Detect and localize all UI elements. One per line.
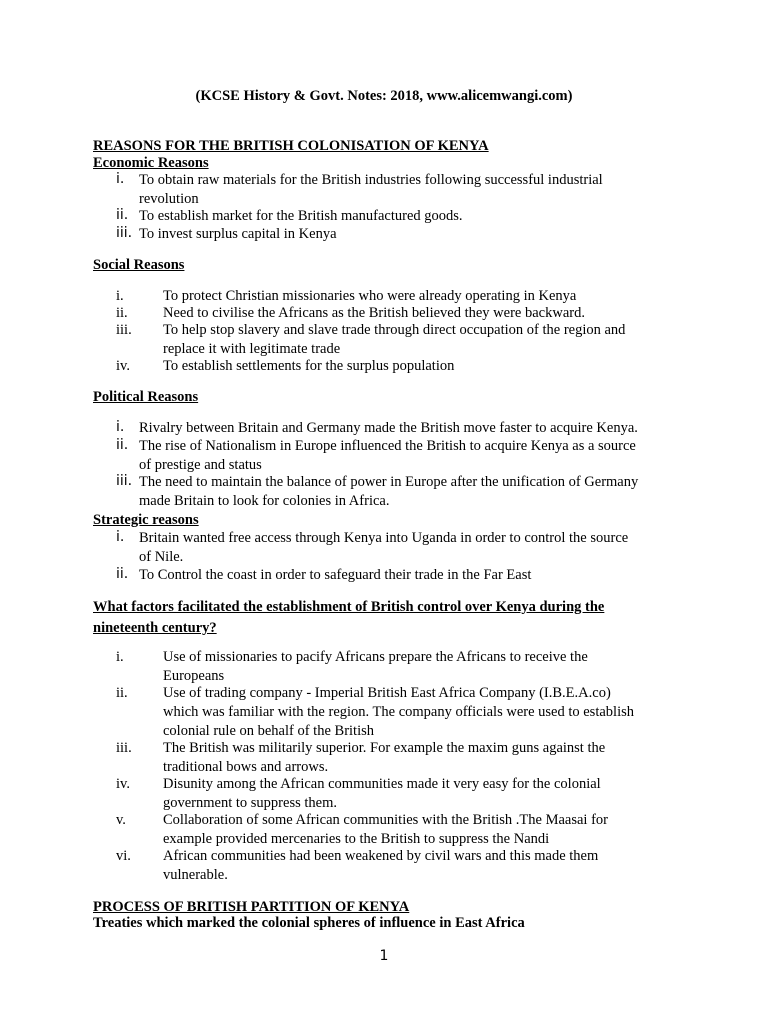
list-item: To protect Christian missionaries who were already operating in Kenya — [163, 288, 577, 304]
list-item: The British was militarily superior. For example the maxim guns against the traditional bows and arrows. — [163, 740, 606, 775]
main-title: REASONS FOR THE BRITISH COLONISATION OF KENYA — [93, 138, 489, 154]
list-item: Britain wanted free access through Kenya into Uganda in order to control the source of Nile. — [139, 530, 629, 565]
list-item: Use of missionaries to pacify Africans prepare the Africans to receive the Europeans — [163, 649, 588, 684]
page-number: 1 — [379, 948, 389, 964]
list-item: To help stop slavery and slave trade through direct occupation of the region and replace it with legitimate trade — [163, 322, 626, 357]
list-item: To invest surplus capital in Kenya — [139, 226, 337, 242]
list-number: iii. — [116, 473, 133, 489]
social-heading: Social Reasons — [93, 257, 185, 273]
political-heading: Political Reasons — [93, 389, 199, 405]
list-number: ii. — [116, 207, 129, 223]
list-item: To Control the coast in order to safeguard their trade in the Far East — [139, 567, 532, 583]
list-number: iii. — [116, 740, 132, 756]
list-item: Rivalry between Britain and Germany made the British move faster to acquire Kenya. — [139, 420, 638, 436]
list-number: i. — [116, 419, 125, 435]
list-number: ii. — [116, 566, 129, 582]
list-number: i. — [116, 171, 125, 187]
question-heading: What factors facilitated the establishment of British control over Kenya during the nineteenth century? — [93, 599, 605, 636]
document-header: (KCSE History & Govt. Notes: 2018, www.alicemwangi.com) — [195, 88, 573, 104]
list-number: iii. — [116, 322, 132, 338]
list-number: ii. — [116, 437, 129, 453]
list-number: vi. — [116, 848, 131, 864]
economic-heading: Economic Reasons — [93, 155, 209, 171]
list-item: Collaboration of some African communities with the British .The Maasai for example provided mercenaries to the British to suppress the Nandi — [163, 812, 608, 847]
strategic-heading: Strategic reasons — [93, 512, 199, 528]
list-number: ii. — [116, 305, 128, 321]
list-item: Disunity among the African communities made it very easy for the colonial government to suppress them. — [163, 776, 601, 811]
list-number: iv. — [116, 776, 130, 792]
list-item: Need to civilise the Africans as the British believed they were backward. — [163, 305, 585, 321]
list-item: To establish market for the British manufactured goods. — [139, 208, 463, 224]
list-item: To establish settlements for the surplus population — [163, 358, 455, 374]
list-item: The need to maintain the balance of power in Europe after the unification of Germany made Britain to look for colonies in Africa. — [139, 474, 639, 509]
list-number: i. — [116, 529, 125, 545]
list-number: i. — [116, 288, 124, 304]
list-number: iv. — [116, 358, 130, 374]
list-number: i. — [116, 649, 124, 665]
partition-title: PROCESS OF BRITISH PARTITION OF KENYA — [93, 899, 410, 915]
list-item: To obtain raw materials for the British industries following successful industrial revolution — [139, 172, 603, 207]
list-item: The rise of Nationalism in Europe influenced the British to acquire Kenya as a source of prestige and status — [139, 438, 636, 473]
list-number: iii. — [116, 225, 133, 241]
list-number: ii. — [116, 685, 128, 701]
list-item: Use of trading company - Imperial British East Africa Company (I.B.E.A.co) which was familiar with the region. The company officials were used to establish colonial rule on behalf of the British — [163, 685, 634, 739]
list-number: v. — [116, 812, 126, 828]
list-item: African communities had been weakened by civil wars and this made them vulnerable. — [163, 848, 599, 883]
treaties-heading: Treaties which marked the colonial spheres of influence in East Africa — [93, 915, 525, 931]
